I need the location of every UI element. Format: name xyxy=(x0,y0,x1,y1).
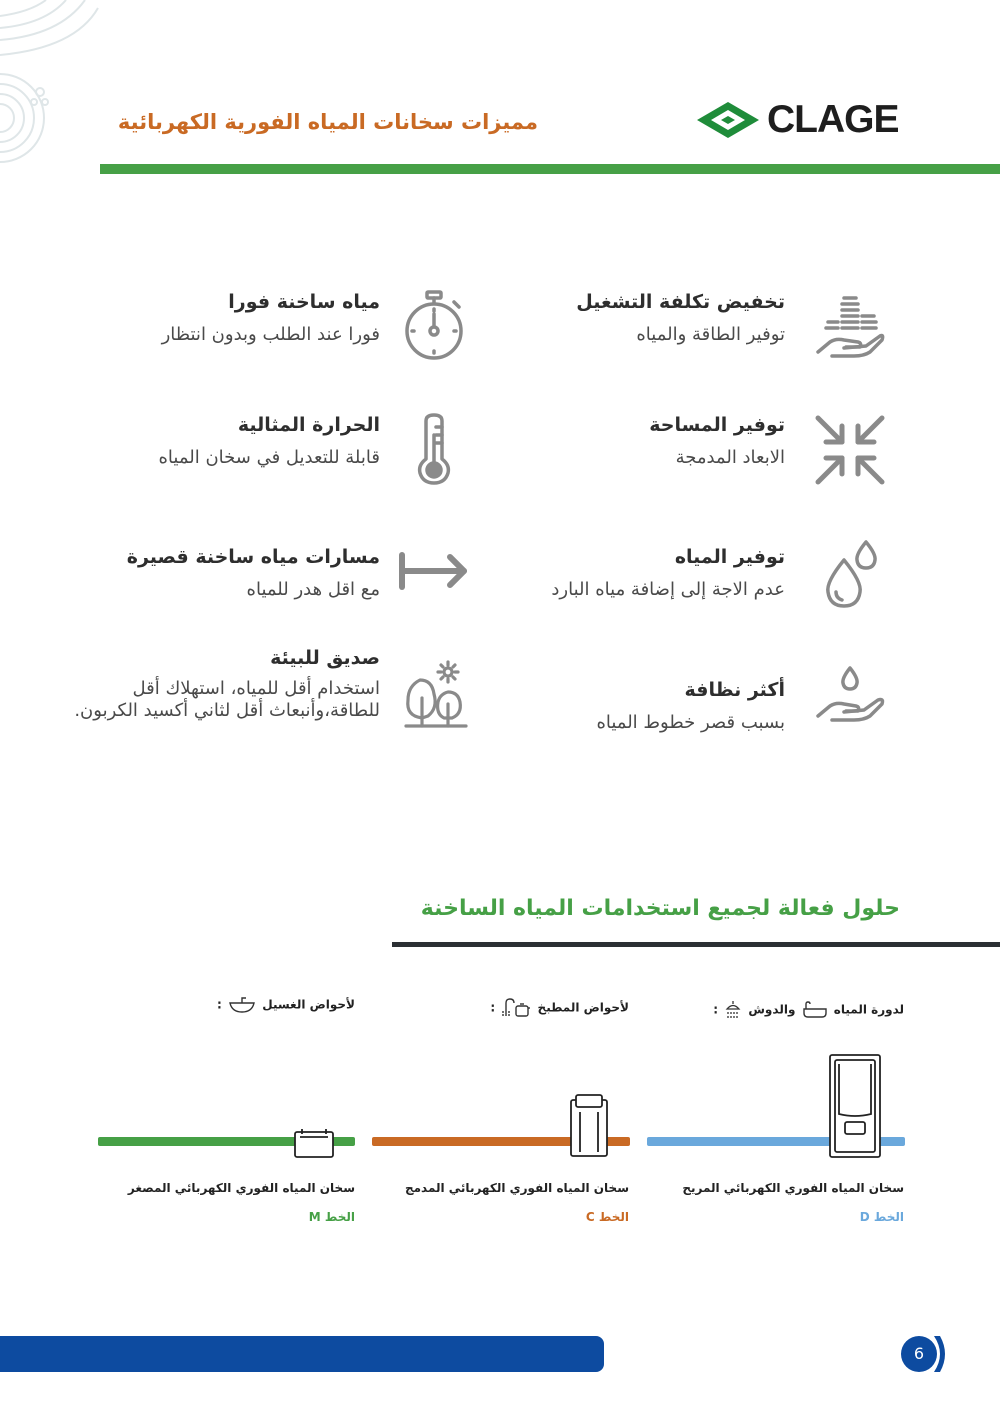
page-number: 6 xyxy=(901,1336,937,1372)
hand-drop-icon xyxy=(814,664,886,736)
shower-icon xyxy=(724,1000,742,1020)
bathtub-icon xyxy=(802,1001,828,1019)
decorative-pattern xyxy=(0,0,100,170)
feature-instant-hot-water xyxy=(50,288,380,348)
use-label-kitchen xyxy=(490,998,629,1018)
product-line-m: الخط M xyxy=(308,1210,355,1224)
heater-d-image xyxy=(829,1054,881,1158)
page-title: مميزات سخانات المياه الفورية الكهربائية xyxy=(117,110,538,134)
use-label-text: لدورة المياه xyxy=(833,1002,904,1017)
feature-desc: توفير الطاقة والمياه xyxy=(636,324,785,345)
use-label-colon: : xyxy=(713,1002,718,1017)
kitchen-sink-icon xyxy=(501,998,531,1018)
solutions-divider xyxy=(392,942,1000,947)
brand-name: CLAGE xyxy=(767,98,899,141)
use-label-bathroom xyxy=(713,1000,904,1020)
feature-desc: فورا عند الطلب وبدون انتظار xyxy=(161,324,380,345)
heater-c-image xyxy=(570,1094,608,1158)
header-divider xyxy=(100,164,1000,174)
use-label-washbasin xyxy=(217,996,355,1014)
feature-operating-cost xyxy=(455,288,785,348)
clage-logo-icon xyxy=(697,100,759,140)
product-line-c: الخط C xyxy=(585,1210,629,1224)
feature-desc: قابلة للتعديل في سخان المياه xyxy=(158,447,380,468)
hand-coins-icon xyxy=(814,290,886,362)
washbasin-icon xyxy=(228,996,256,1014)
feature-desc: عدم الاجة إلى إضافة مياه البارد xyxy=(551,579,785,600)
product-name-c: سخان المياه الفوري الكهربائي المدمج xyxy=(404,1181,629,1195)
feature-water-saving xyxy=(455,543,785,603)
feature-space-saving xyxy=(455,411,785,471)
feature-title: مسارات مياه ساخنة قصيرة xyxy=(126,546,380,568)
use-label-text-shower: والدوش xyxy=(748,1002,796,1017)
feature-short-hot-water-paths xyxy=(50,543,380,603)
feature-title: توفير المياه xyxy=(674,546,785,568)
stopwatch-icon xyxy=(398,290,470,362)
short-arrow-icon xyxy=(398,535,470,607)
feature-desc: بسبب قصر خطوط المياه xyxy=(596,712,785,733)
feature-optimal-temperature xyxy=(50,411,380,471)
use-label-colon: : xyxy=(490,1000,496,1015)
product-line-d: الخط D xyxy=(859,1210,904,1224)
feature-title: أكثر نظافة xyxy=(684,679,785,701)
trees-icon xyxy=(402,658,474,730)
feature-title: تخفيض تكلفة التشغيل xyxy=(576,291,785,313)
product-name-d: سخان المياه الفوري الكهربائي المريح xyxy=(682,1181,904,1195)
feature-desc: الابعاد المدمجة xyxy=(675,447,785,468)
use-label-colon: : xyxy=(217,997,222,1012)
compress-arrows-icon xyxy=(814,414,886,486)
page-number-arc xyxy=(932,1336,946,1372)
feature-desc: استخدام أقل للمياه، استهلاك أقل للطاقة،وأنبعاث أقل لثاني أكسيد الكربون. xyxy=(74,678,380,721)
product-name-m: سخان المياه الفوري الكهربائي المصغر xyxy=(127,1181,355,1195)
feature-desc: مع اقل هدر للمياه xyxy=(246,579,380,600)
footer-bar xyxy=(0,1336,604,1372)
heater-m-image xyxy=(294,1128,334,1158)
feature-title: توفير المساحة xyxy=(649,414,785,436)
use-label-text: لأحواض المطبخ xyxy=(537,1000,629,1015)
use-label-text: لأحواض الغسيل xyxy=(262,997,355,1012)
thermometer-icon xyxy=(398,413,470,485)
feature-title: الحرارة المثالية xyxy=(237,414,380,436)
solutions-title: حلول فعالة لجميع استخدامات المياه الساخنة xyxy=(420,896,900,921)
water-drops-icon xyxy=(816,538,888,610)
brand-logo xyxy=(697,98,902,142)
feature-title: صديق للبيئة xyxy=(270,647,380,669)
feature-title: مياه ساخنة فورا xyxy=(228,291,380,313)
feature-cleaner xyxy=(455,676,785,736)
feature-eco-friendly xyxy=(50,644,380,722)
